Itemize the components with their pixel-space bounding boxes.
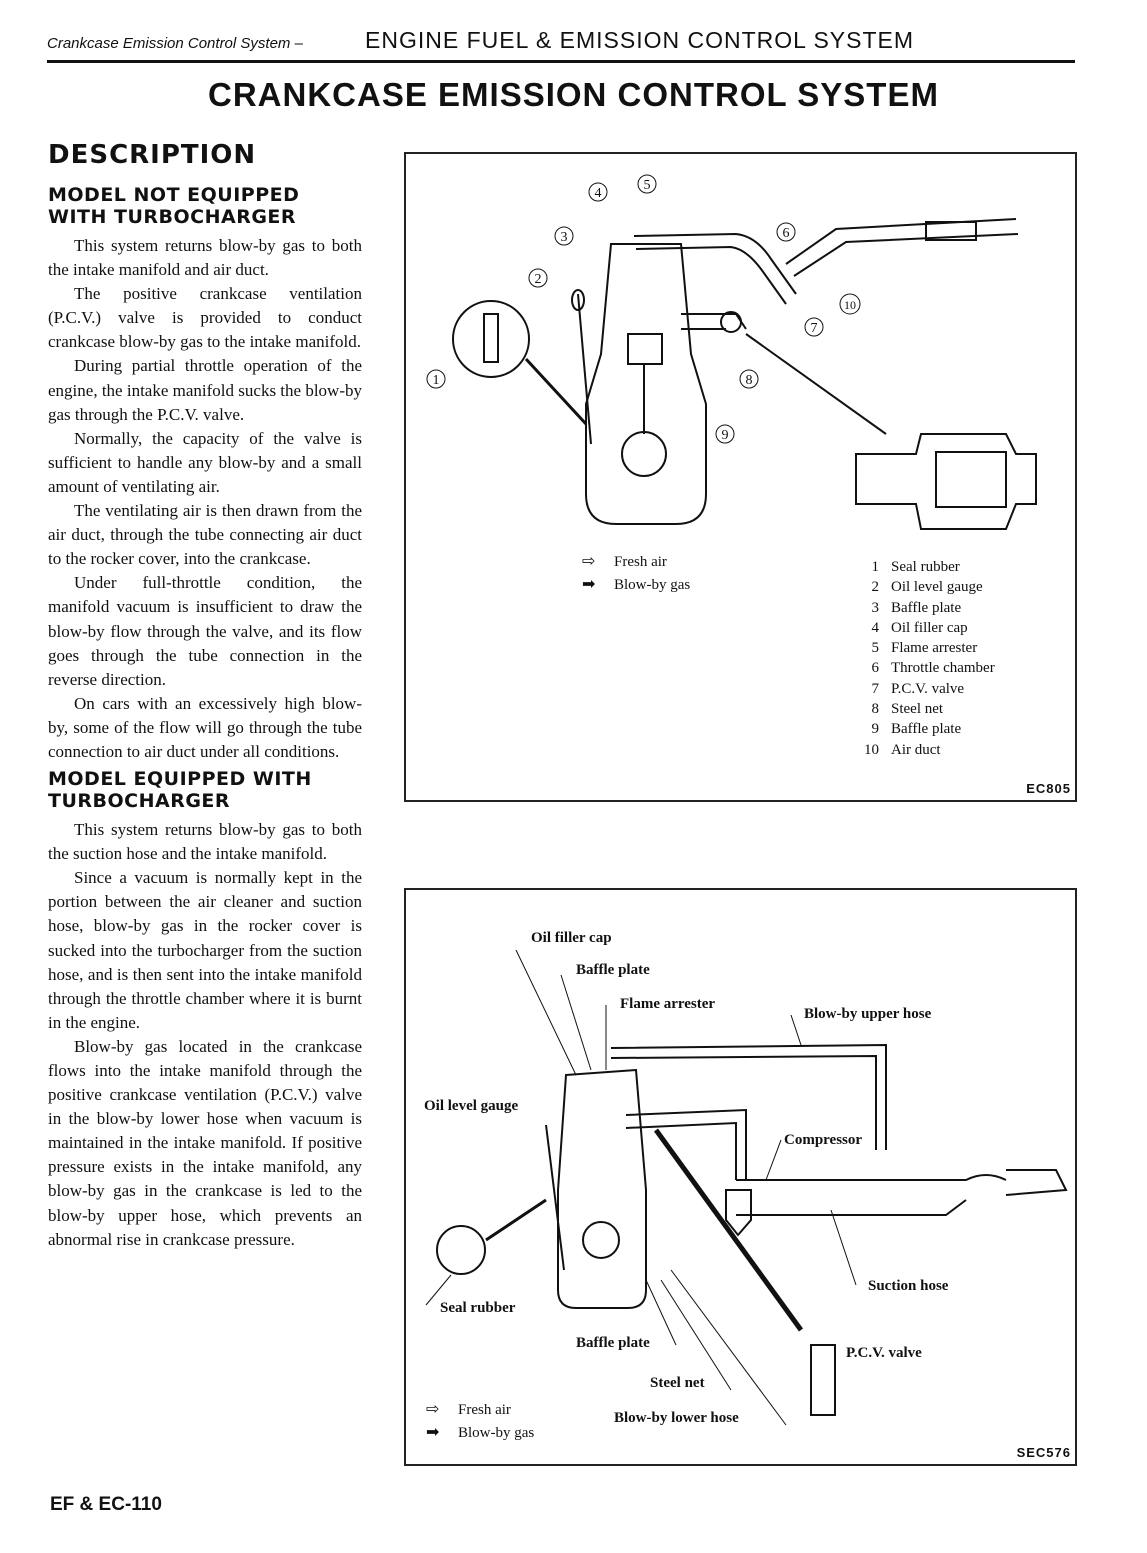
part-name: Seal rubber (891, 559, 960, 575)
callout-3 (555, 227, 573, 245)
label-seal-rubber: Seal rubber (440, 1300, 516, 1316)
pcv-hose-path (681, 314, 746, 329)
hollow-arrow-icon: ⇨ (582, 553, 596, 570)
seal-rubber-plug (484, 314, 498, 362)
label-baffle-plate-bottom: Baffle plate (576, 1335, 650, 1351)
leader-line (646, 1280, 676, 1345)
part-number: 4 (871, 619, 879, 636)
part-number: 1 (871, 559, 879, 575)
seal-rubber-magnified-2 (437, 1226, 485, 1274)
part-number: 8 (871, 701, 879, 718)
non-turbo-heading-line2: WITH TURBOCHARGER (48, 206, 297, 228)
page-title: CRANKCASE EMISSION CONTROL SYSTEM (208, 76, 939, 113)
label-baffle-plate-top: Baffle plate (576, 962, 650, 978)
magnify-pointer-line (526, 359, 586, 424)
text-column (48, 140, 362, 1252)
parts-list (861, 557, 995, 760)
hollow-arrow-icon: ⇨ (426, 1401, 440, 1418)
parts-list-item (861, 618, 995, 638)
turbo-heading-line1: MODEL EQUIPPED WITH (48, 768, 312, 791)
engine-block-outline-2 (558, 1070, 646, 1308)
part-name: Steel net (891, 701, 944, 718)
callout-4 (589, 183, 607, 201)
part-name: P.C.V. valve (891, 680, 965, 697)
figure1-code: EC805 (1026, 781, 1071, 796)
part-number: 2 (871, 579, 879, 596)
piston-shape (628, 334, 662, 364)
legend-fresh-air-label: Fresh air (458, 1402, 511, 1418)
parts-list-item (861, 699, 995, 719)
pcv-pointer-line-2 (656, 1130, 801, 1330)
callout-2-text: 2 (534, 272, 542, 287)
figure-non-turbo (404, 152, 1077, 802)
turbo-heading (48, 768, 362, 812)
label-blow-by-upper-hose: Blow-by upper hose (804, 1006, 932, 1022)
non-turbo-heading (48, 184, 362, 228)
callout-7-text: 7 (810, 321, 818, 336)
callout-6 (777, 223, 795, 241)
part-name: Baffle plate (891, 721, 962, 738)
figure2-code: SEC576 (1016, 1445, 1071, 1460)
paragraph: Normally, the capacity of the valve is sufficient to handle any blow-by and a small amount of ventilating air. (48, 428, 362, 496)
seal-rubber-magnified (453, 301, 529, 377)
pcv-pointer-line (746, 334, 886, 434)
leader-line (791, 1015, 801, 1045)
paragraph: During partial throttle operation of the engine, the intake manifold sucks the blow-by gas through the P.C.V. valve. (48, 356, 362, 424)
label-suction-hose: Suction hose (868, 1278, 949, 1294)
parts-list-item (861, 719, 995, 739)
callout-9-text: 9 (721, 428, 729, 443)
part-number: 6 (871, 660, 879, 677)
non-turbo-heading-line1: MODEL NOT EQUIPPED (48, 184, 300, 206)
paragraph: This system returns blow-by gas to both the suction hose and the intake manifold. (48, 820, 362, 864)
callout-2 (529, 269, 547, 287)
pcv-valve-magnified-2 (811, 1345, 835, 1415)
label-blow-by-lower-hose: Blow-by lower hose (614, 1410, 739, 1426)
solid-arrow-icon: ➡ (582, 576, 596, 593)
part-number: 3 (871, 599, 879, 616)
label-pcv-valve: P.C.V. valve (846, 1345, 922, 1361)
paragraph: Under full-throttle condition, the manifold vacuum is insufficient to draw the blow-by flow through the valve, and its flow goes through the tube connection in the reverse direction. (48, 573, 362, 689)
parts-list-item (861, 679, 995, 699)
leader-line (766, 1140, 781, 1180)
callout-10 (840, 294, 860, 314)
callout-8-text: 8 (745, 373, 753, 388)
callout-3-text: 3 (560, 230, 568, 245)
parts-list-item (861, 658, 995, 678)
callout-1-text: 1 (432, 373, 440, 388)
legend-blow-by-label: Blow-by gas (458, 1425, 535, 1441)
callout-8 (740, 370, 758, 388)
part-name: Throttle chamber (891, 660, 995, 677)
part-number: 7 (871, 680, 879, 697)
parts-list-item (861, 557, 995, 577)
turbo-heading-line2: TURBOCHARGER (48, 790, 231, 813)
label-flame-arrester: Flame arrester (620, 996, 716, 1012)
callout-5-text: 5 (643, 178, 651, 193)
label-compressor: Compressor (784, 1132, 863, 1148)
label-steel-net: Steel net (650, 1375, 705, 1391)
part-name: Oil level gauge (891, 579, 983, 596)
label-oil-level-gauge: Oil level gauge (424, 1098, 519, 1114)
page-number: EF & EC-110 (50, 1494, 162, 1515)
leader-line (516, 950, 576, 1075)
callout-6-text: 6 (782, 226, 790, 241)
callout-10-text: 10 (844, 298, 856, 312)
pcv-valve-inner (936, 452, 1006, 507)
figure1-legend (582, 550, 690, 596)
callout-4-text: 4 (594, 186, 602, 201)
pcv-valve-magnified (856, 434, 1036, 529)
parts-list-item (861, 598, 995, 618)
part-number: 10 (864, 741, 879, 758)
running-header-section-text: Crankcase Emission Control System (47, 35, 291, 52)
parts-list-item (861, 577, 995, 597)
part-name: Oil filler cap (891, 619, 968, 636)
engine-block-outline (586, 244, 706, 524)
legend-blow-by (582, 573, 690, 596)
callout-5 (638, 175, 656, 193)
paragraph: On cars with an excessively high blow-by, some of the flow will go through the tube connection to air duct under all conditions. (48, 693, 362, 761)
callout-1 (427, 370, 445, 388)
paragraph: The positive crankcase ventilation (P.C.V.) valve is provided to conduct crankcase blow-by gas to the intake manifold. (48, 284, 362, 352)
paragraph: Blow-by gas located in the crankcase flows into the intake manifold through the positive crankcase ventilation (P.C.V.) valve in the blow-by lower hose when vacuum is maintained in the intake manifold. If positive pressure exists in the intake manifold, any blow-by gas in the crankcase is led to the blow-by upper hose, which prevents an abnormal rise in crankcase pressure. (48, 1036, 362, 1249)
running-header (47, 20, 1075, 63)
part-name: Baffle plate (891, 599, 962, 616)
magnify-pointer-line-2 (486, 1200, 546, 1240)
part-number: 9 (871, 721, 879, 738)
paragraph: Since a vacuum is normally kept in the portion between the air cleaner and suction hose, blow-by gas in the rocker cover is sucked into the turbocharger from the suction hose, and is then sent into the intake manifold through the throttle chamber where it is burnt in the engine. (48, 868, 362, 1032)
legend-fresh-air (426, 1398, 534, 1421)
paragraph: The ventilating air is then drawn from the air duct, through the tube connecting air duct to the rocker cover, into the crankcase. (48, 501, 362, 569)
figure-turbo (404, 888, 1077, 1466)
leader-line (561, 975, 591, 1070)
callout-9 (716, 425, 734, 443)
leader-line (831, 1210, 856, 1285)
legend-fresh-air-label: Fresh air (614, 554, 667, 570)
crankshaft-shape-2 (583, 1222, 619, 1258)
legend-fresh-air (582, 550, 690, 573)
solid-arrow-icon: ➡ (426, 1424, 440, 1441)
part-name: Air duct (891, 741, 941, 758)
running-header-separator: – (294, 35, 303, 52)
label-oil-filler-cap: Oil filler cap (531, 930, 612, 946)
callout-7 (805, 318, 823, 336)
air-inlet-end (1006, 1170, 1066, 1195)
engine-diagram-turbo (406, 890, 1075, 1464)
legend-blow-by (426, 1421, 534, 1444)
suction-hose-path (736, 1175, 1006, 1215)
part-number: 5 (871, 640, 879, 657)
description-heading: DESCRIPTION (48, 140, 257, 170)
running-header-chapter: ENGINE FUEL & EMISSION CONTROL SYSTEM (365, 27, 915, 53)
crankshaft-shape (622, 432, 666, 476)
air-duct-path (786, 219, 1018, 276)
paragraph: This system returns blow-by gas to both the intake manifold and air duct. (48, 236, 362, 280)
running-header-section (47, 35, 303, 52)
part-name: Flame arrester (891, 640, 978, 657)
legend-blow-by-label: Blow-by gas (614, 577, 691, 593)
leader-line (671, 1270, 786, 1425)
parts-list-item (861, 638, 995, 658)
parts-list-item (861, 740, 995, 760)
figure2-legend (426, 1398, 534, 1444)
